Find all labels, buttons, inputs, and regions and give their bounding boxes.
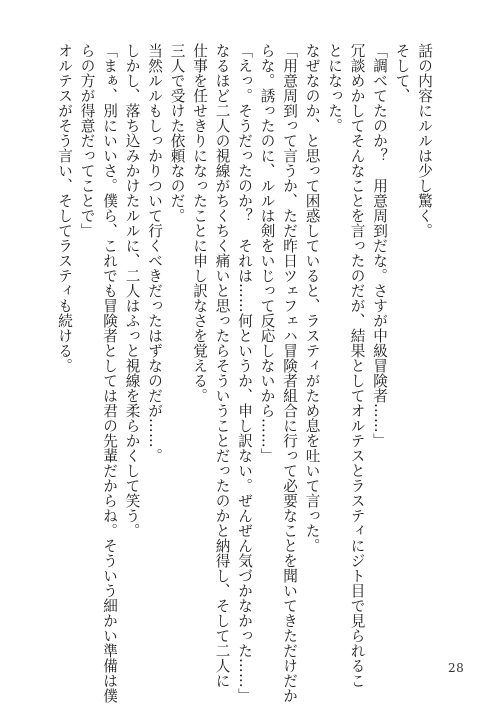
- text-line: 「えっ。そうだったのか？ それは……何というか、申し訳ない。ぜんぜん気づかなかった……」: [236, 43, 253, 703]
- text-line: そして、: [393, 43, 411, 103]
- body-text: [53, 43, 436, 703]
- text-line: らな。誘ったのに、ルルは剣をいじって反応しないから……」: [258, 43, 276, 463]
- text-line: しかし、落ち込みかけたルルに、二人はふっと視線を柔らかくして笑う。: [123, 43, 141, 538]
- text-line: なるほど二人の視線がちくちく痛いと思ったらそういうことだったのかと納得し、そして二人に: [213, 43, 231, 688]
- text-line: らの方が得意だってことで」: [78, 43, 96, 238]
- text-line: 冗談めかしてそんなことを言ったのだが、結果としてオルテスとラスティにジト目で見られるこ: [348, 43, 366, 688]
- text-line: オルテスがそう言い、そしてラスティも続ける。: [56, 43, 73, 373]
- text-line: 「まぁ、別にいいさ。僕ら、これでも冒険者としては君の先輩だからね。そういう細かい準備は僕: [101, 43, 118, 703]
- text-line: 「調べてたのか？ 用意周到だな。さすが中級冒険者……」: [371, 43, 388, 448]
- text-line: 三人で受けた依頼なのだ。: [168, 43, 186, 223]
- text-line: 「用意周到って言うか、ただ昨日ツェフェハ冒険者組合に行って必要なことを聞いてきただけだか: [281, 43, 298, 703]
- text-line: なぜなのか、と思って困惑していると、ラスティがため息を吐いて言った。: [303, 43, 321, 553]
- page-number: 28: [448, 661, 465, 675]
- text-line: 当然ルルもしっかりついて行くべきだったはずなのだが……。: [146, 43, 163, 463]
- text-line: とになった。: [326, 43, 343, 133]
- text-line: 話の内容にルルは少し驚く。: [416, 43, 433, 238]
- text-line: 仕事を任せきりになったことに申し訳なさを覚える。: [191, 43, 208, 403]
